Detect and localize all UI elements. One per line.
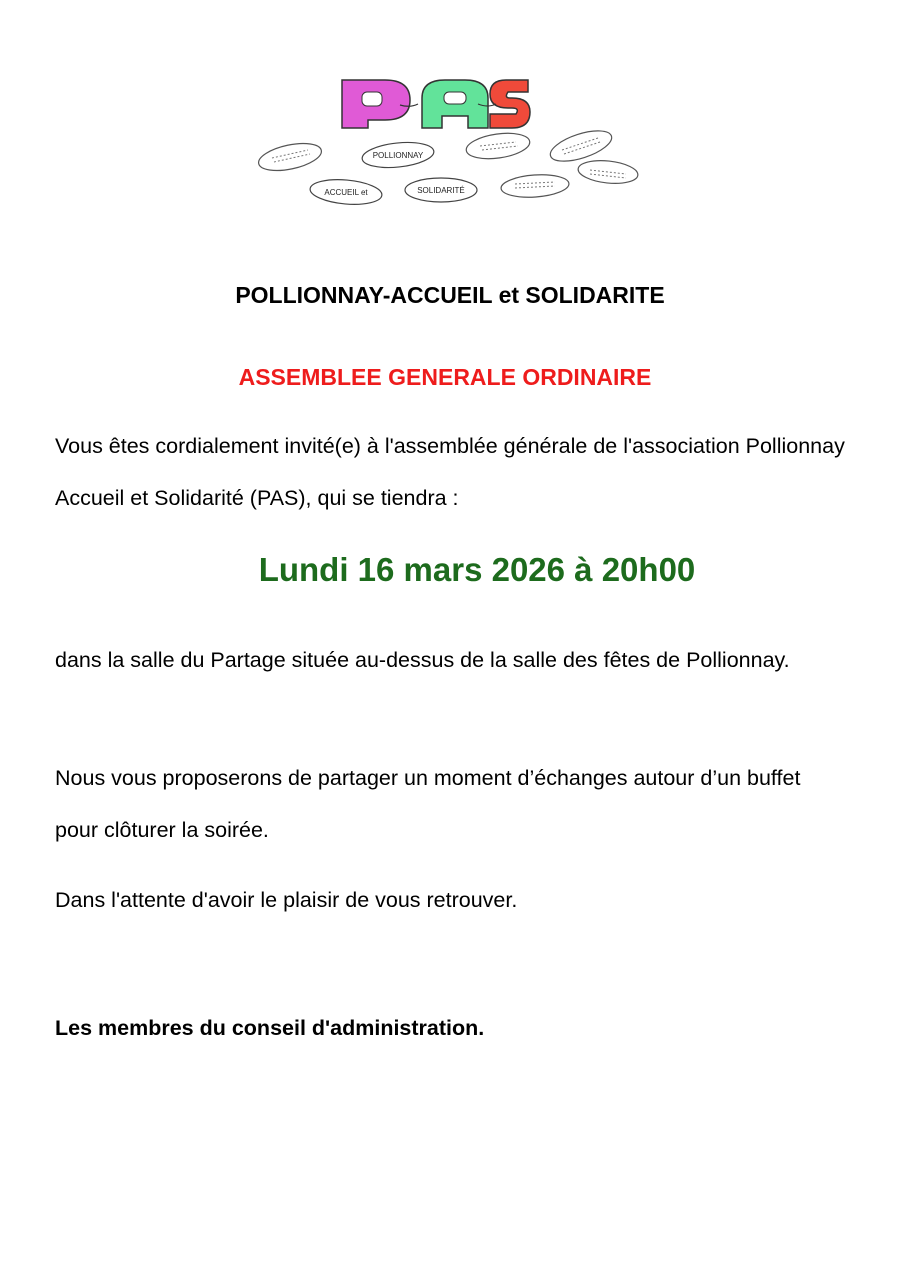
svg-text:ACCUEIL et: ACCUEIL et: [324, 188, 368, 197]
shoeprint-icon: [577, 158, 639, 186]
closing-paragraph: Dans l'attente d'avoir le plaisir de vous retrouver.: [55, 888, 518, 912]
invitation-paragraph: Vous êtes cordialement invité(e) à l'assemblée générale de l'association Pollionnay Accueil et Solidarité (PAS), qui se tiendra :: [55, 434, 845, 510]
shoeprint-icon: [465, 130, 532, 163]
svg-text:SOLIDARITÉ: SOLIDARITÉ: [417, 186, 465, 195]
logo-badge-solidarite: [405, 178, 477, 202]
buffet-paragraph: Nous vous proposerons de partager un moment d’échanges autour d’un buffet pour clôturer la soirée.: [55, 766, 801, 842]
association-title: POLLIONNAY-ACCUEIL et SOLIDARITE: [235, 282, 665, 308]
logo-badge-accueil: [309, 177, 383, 207]
pas-logo: [250, 70, 650, 215]
svg-text:POLLIONNAY: POLLIONNAY: [372, 151, 424, 160]
pas-logo-drawing: [250, 70, 650, 215]
meeting-title: ASSEMBLEE GENERALE ORDINAIRE: [238, 364, 652, 390]
meeting-date: Lundi 16 mars 2026 à 20h00: [258, 551, 696, 588]
location-paragraph: dans la salle du Partage située au-dessus de la salle des fêtes de Pollionnay.: [55, 648, 790, 672]
signature: Les membres du conseil d'administration.: [55, 1016, 485, 1040]
shoeprint-icon: [500, 173, 569, 200]
logo-letter-p: [342, 80, 410, 128]
logo-badge-pollionnay: [361, 139, 435, 170]
shoeprint-icon: [256, 139, 324, 176]
